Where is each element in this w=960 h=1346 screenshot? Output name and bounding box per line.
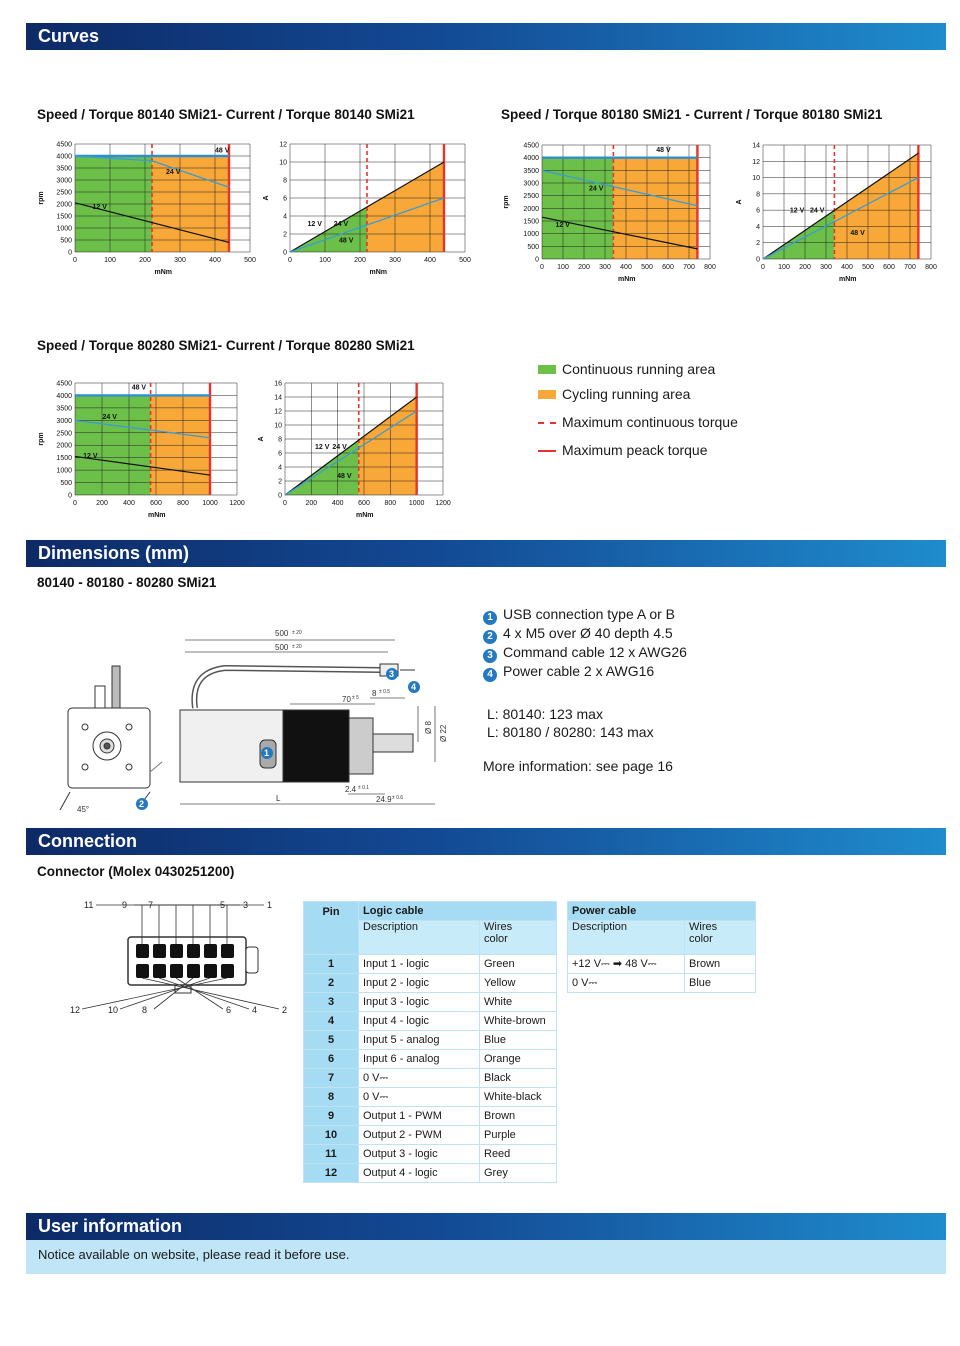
connector-pin <box>136 964 149 978</box>
y-tick-label: 4500 <box>56 380 72 388</box>
y-tick-label: 0 <box>756 256 760 264</box>
y-tick-label: 2000 <box>56 442 72 450</box>
pin-number-label: 9 <box>122 900 128 910</box>
description-cell: Output 4 - logic <box>359 1164 480 1183</box>
connector-pin <box>187 944 200 958</box>
x-tick-label: 1000 <box>202 500 218 507</box>
table-row <box>568 974 756 993</box>
voltage-label: 48 V <box>131 384 147 392</box>
section-header-dimensions <box>26 540 946 567</box>
section-header-connection <box>26 828 946 855</box>
x-axis-title: mNm <box>369 269 388 276</box>
y-tick-label: 3000 <box>523 180 539 188</box>
wire-color-cell: White-black <box>480 1088 557 1107</box>
y-tick-label: 500 <box>527 243 539 251</box>
chart-current-torque-80180 <box>730 138 942 286</box>
y-tick-label: 4000 <box>56 153 72 161</box>
x-tick-label: 300 <box>599 264 611 271</box>
chart-group-title-80180: Speed / Torque 80180 SMi21 - Current / Torque 80180 SMi21 <box>501 107 883 122</box>
x-tick-label: 500 <box>862 264 874 271</box>
callout-4: 4 <box>411 682 417 692</box>
x-axis-title: mNm <box>618 276 636 283</box>
voltage-label: 12 V <box>315 444 330 452</box>
wire-header <box>480 921 557 955</box>
legend-label: Cycling running area <box>562 386 691 402</box>
y-axis-title: A <box>263 195 270 201</box>
wire-color-cell: Grey <box>480 1164 557 1183</box>
wire-color-cell: Blue <box>480 1031 557 1050</box>
x-tick-label: 0 <box>540 264 544 271</box>
connector-pin <box>170 964 183 978</box>
x-tick-label: 200 <box>305 500 318 507</box>
y-tick-label: 4000 <box>56 392 72 400</box>
y-tick-label: 0 <box>68 492 72 500</box>
wire-header-2: color <box>484 933 508 945</box>
dimensions-subtitle: 80140 - 80180 - 80280 SMi21 <box>37 575 217 590</box>
pin-number-label: 3 <box>243 900 249 910</box>
y-tick-label: 4 <box>278 464 282 472</box>
section-title: Dimensions (mm) <box>38 543 190 563</box>
wire-color-cell: Black <box>480 1069 557 1088</box>
y-tick-label: 0 <box>68 249 72 257</box>
description-cell: Input 6 - analog <box>359 1050 480 1069</box>
chart-group-title-80280: Speed / Torque 80280 SMi21- Current / Torque 80280 SMi21 <box>37 338 415 353</box>
y-tick-label: 6 <box>278 450 282 458</box>
feature-text: Power cable 2 x AWG16 <box>503 663 655 679</box>
x-axis-title: mNm <box>839 276 857 283</box>
table-row <box>304 1012 557 1031</box>
y-axis-title: A <box>258 436 265 442</box>
x-axis-title: mNm <box>148 512 166 519</box>
table-row <box>304 1050 557 1069</box>
description-cell: Input 5 - analog <box>359 1031 480 1050</box>
table-row <box>304 1107 557 1126</box>
x-tick-label: 1200 <box>229 500 245 507</box>
callout-number: 3 <box>483 649 497 663</box>
y-tick-label: 8 <box>278 436 282 444</box>
pin-cell: 7 <box>304 1069 359 1088</box>
voltage-label: 24 V <box>332 444 347 452</box>
y-tick-label: 16 <box>274 380 282 388</box>
description-cell: 0 V⎓ <box>359 1088 480 1107</box>
description-cell: Input 1 - logic <box>359 955 480 974</box>
x-tick-label: 800 <box>384 500 397 507</box>
y-tick-label: 1500 <box>523 218 539 226</box>
table-row <box>304 974 557 993</box>
power-cable-table <box>567 901 756 993</box>
dim-tolerance: ± 20 <box>292 630 302 636</box>
x-tick-label: 800 <box>177 500 189 507</box>
pin-cell: 8 <box>304 1088 359 1107</box>
pin-number-label: 8 <box>142 1005 148 1015</box>
dimension-drawing <box>40 622 480 818</box>
pin-header: Pin <box>304 902 359 955</box>
y-tick-label: 10 <box>752 175 760 183</box>
x-tick-label: 200 <box>354 257 366 264</box>
x-axis-title: mNm <box>154 269 173 276</box>
feature-m5 <box>483 625 673 644</box>
wire-color-cell: Green <box>480 955 557 974</box>
dim-dia-8: Ø 8 <box>424 721 433 734</box>
table-row <box>304 1145 557 1164</box>
voltage-label: 48 V <box>337 473 352 481</box>
pin-number-label: 6 <box>226 1005 232 1015</box>
wire-color-cell: Reed <box>480 1145 557 1164</box>
wire-color-cell: White-brown <box>480 1012 557 1031</box>
y-tick-label: 3500 <box>56 405 72 413</box>
x-tick-label: 0 <box>761 264 765 271</box>
y-tick-label: 4 <box>756 223 760 231</box>
connector-pin <box>204 964 217 978</box>
feature-text: USB connection type A or B <box>503 606 675 622</box>
dim-45deg: 45° <box>77 805 90 814</box>
x-tick-label: 500 <box>244 257 256 264</box>
pin-cell: 5 <box>304 1031 359 1050</box>
section-title: User information <box>38 1216 183 1236</box>
y-tick-label: 10 <box>274 422 282 430</box>
callout-number: 1 <box>483 611 497 625</box>
y-tick-label: 3500 <box>56 165 72 173</box>
y-tick-label: 6 <box>756 207 760 215</box>
side-view-motor <box>283 710 349 782</box>
pin-number-label: 1 <box>267 900 273 910</box>
x-axis-title: mNm <box>356 512 374 519</box>
desc-header: Description <box>568 921 685 955</box>
callout-number: 2 <box>483 630 497 644</box>
wire-color-cell: Yellow <box>480 974 557 993</box>
length-80180-80280: L: 80180 / 80280: 143 max <box>487 724 654 740</box>
y-tick-label: 8 <box>283 177 287 185</box>
y-tick-label: 2500 <box>523 193 539 201</box>
y-tick-label: 2500 <box>56 189 72 197</box>
dim-2-4: 2.4 <box>345 785 357 794</box>
chart-speed-torque-80280 <box>35 375 250 523</box>
voltage-label: 24 V <box>810 207 825 215</box>
y-tick-label: 14 <box>274 394 282 402</box>
voltage-label: 48 V <box>215 147 230 155</box>
x-tick-label: 400 <box>424 257 436 264</box>
front-view-stem <box>95 686 105 708</box>
desc-header: Description <box>359 921 480 955</box>
legend-swatch <box>538 365 556 374</box>
voltage-label: 12 V <box>789 207 805 215</box>
x-tick-label: 500 <box>459 257 471 264</box>
wire-color-cell: Orange <box>480 1050 557 1069</box>
voltage-label: 48 V <box>339 237 354 245</box>
x-tick-label: 200 <box>96 500 108 507</box>
logic-table-title: Logic cable <box>359 902 557 921</box>
description-cell: Input 4 - logic <box>359 1012 480 1031</box>
y-tick-label: 8 <box>756 191 760 199</box>
x-tick-label: 600 <box>662 264 674 271</box>
connector-pin <box>136 944 149 958</box>
pin-number-label: 7 <box>148 900 154 910</box>
y-tick-label: 2500 <box>56 430 72 438</box>
wire-color-cell: Blue <box>685 974 756 993</box>
more-info: More information: see page 16 <box>483 758 673 774</box>
y-tick-label: 4500 <box>523 142 539 150</box>
y-axis-title: rpm <box>503 195 510 209</box>
y-tick-label: 2000 <box>523 205 539 213</box>
x-tick-label: 400 <box>620 264 632 271</box>
y-tick-label: 0 <box>535 256 539 264</box>
cable-run <box>194 668 380 708</box>
voltage-label: 12 V <box>92 203 107 211</box>
section-title: Curves <box>38 26 100 46</box>
dim-500-a: 500 <box>275 629 289 638</box>
description-cell: Input 3 - logic <box>359 993 480 1012</box>
dim-24-9: 24.9 <box>376 795 392 804</box>
pin-cell: 12 <box>304 1164 359 1183</box>
connector-pin <box>187 964 200 978</box>
wire-color-cell: White <box>480 993 557 1012</box>
connector-pin <box>153 964 166 978</box>
y-tick-label: 4500 <box>56 141 72 149</box>
connector-title: Connector (Molex 0430251200) <box>37 864 235 879</box>
pin-cell: 1 <box>304 955 359 974</box>
y-tick-label: 1000 <box>56 467 72 475</box>
x-tick-label: 400 <box>209 257 221 264</box>
y-tick-label: 12 <box>752 158 760 166</box>
y-tick-label: 1000 <box>523 231 539 239</box>
connector-pin <box>204 944 217 958</box>
wire-color-cell: Purple <box>480 1126 557 1145</box>
table-row <box>304 1164 557 1183</box>
pin-number-label: 11 <box>84 900 94 910</box>
x-tick-label: 400 <box>123 500 135 507</box>
feature-text: Command cable 12 x AWG26 <box>503 644 687 660</box>
pin-cell: 10 <box>304 1126 359 1145</box>
y-tick-label: 4000 <box>523 155 539 163</box>
x-tick-label: 400 <box>331 500 344 507</box>
y-tick-label: 2 <box>283 231 287 239</box>
y-axis-title: rpm <box>38 432 45 446</box>
dim-l: L <box>276 794 281 803</box>
feature-usb <box>483 606 675 625</box>
x-tick-label: 100 <box>557 264 569 271</box>
y-axis-title: rpm <box>38 191 45 205</box>
y-axis-title: A <box>736 199 743 205</box>
cycling-area <box>359 397 417 495</box>
y-tick-label: 1000 <box>56 225 72 233</box>
dim-70: 70 <box>342 695 351 704</box>
connector-pin <box>221 944 234 958</box>
cycling-area <box>367 162 444 252</box>
table-row <box>304 1069 557 1088</box>
x-tick-label: 0 <box>73 257 77 264</box>
feature-text: 4 x M5 over Ø 40 depth 4.5 <box>503 625 673 641</box>
dim-8: 8 <box>372 689 377 698</box>
x-tick-label: 0 <box>288 257 292 264</box>
user-info-notice: Notice available on website, please read it before use. <box>38 1247 350 1262</box>
description-cell: 0 V⎓ <box>359 1069 480 1088</box>
x-tick-label: 200 <box>139 257 151 264</box>
connector-pin <box>170 944 183 958</box>
voltage-label: 48 V <box>850 230 865 238</box>
x-tick-label: 1000 <box>408 500 425 507</box>
dim-tolerance: ± 0.6 <box>392 795 404 801</box>
x-tick-label: 400 <box>841 264 853 271</box>
chart-current-torque-80140 <box>258 138 478 283</box>
pin-number-label: 5 <box>220 900 226 910</box>
description-cell: Output 2 - PWM <box>359 1126 480 1145</box>
y-tick-label: 10 <box>279 159 287 167</box>
x-tick-label: 500 <box>641 264 653 271</box>
x-tick-label: 600 <box>883 264 895 271</box>
x-tick-label: 700 <box>904 264 916 271</box>
user-info-box <box>26 1240 946 1274</box>
table-row <box>304 955 557 974</box>
pin-cell: 4 <box>304 1012 359 1031</box>
y-tick-label: 3000 <box>56 417 72 425</box>
x-tick-label: 100 <box>778 264 790 271</box>
dim-tolerance: ± 0.5 <box>379 689 391 695</box>
table-row <box>304 1126 557 1145</box>
x-tick-label: 800 <box>925 264 937 271</box>
chart-speed-torque-80180 <box>500 138 718 286</box>
y-tick-label: 1500 <box>56 213 72 221</box>
pin-cell: 6 <box>304 1050 359 1069</box>
pin-number-label: 12 <box>70 1005 81 1015</box>
length-80140: L: 80140: 123 max <box>487 706 603 722</box>
legend-label: Maximum peack torque <box>562 442 708 458</box>
y-tick-label: 3500 <box>523 167 539 175</box>
legend-label: Continuous running area <box>562 361 716 377</box>
wire-color-cell: Brown <box>685 955 756 974</box>
y-tick-label: 12 <box>279 141 287 149</box>
x-tick-label: 200 <box>578 264 590 271</box>
y-tick-label: 0 <box>283 249 287 257</box>
voltage-label: 24 V <box>166 169 181 177</box>
callout-2: 2 <box>139 799 145 809</box>
x-tick-label: 200 <box>799 264 811 271</box>
x-tick-label: 600 <box>358 500 370 507</box>
voltage-label: 24 V <box>102 413 117 421</box>
callout-number: 4 <box>483 668 497 682</box>
dim-dia-22: Ø 22 <box>439 724 448 742</box>
voltage-label: 24 V <box>589 185 604 193</box>
y-tick-label: 2 <box>278 478 282 486</box>
section-title: Connection <box>38 831 137 851</box>
dim-tolerance: ± 20 <box>292 644 302 650</box>
description-cell: Output 3 - logic <box>359 1145 480 1164</box>
wire-header <box>685 921 756 955</box>
callout-1: 1 <box>264 748 270 758</box>
x-tick-label: 100 <box>104 257 116 264</box>
connector-diagram <box>60 895 295 1025</box>
chart-group-title-80140: Speed / Torque 80140 SMi21- Current / Torque 80140 SMi21 <box>37 107 415 122</box>
x-tick-label: 800 <box>704 264 716 271</box>
voltage-label: 12 V <box>555 222 570 230</box>
x-tick-label: 300 <box>174 257 186 264</box>
x-tick-label: 600 <box>150 500 162 507</box>
wire-header-2: color <box>689 933 713 945</box>
callout-3: 3 <box>389 669 395 679</box>
pin-cell: 3 <box>304 993 359 1012</box>
y-tick-label: 2 <box>756 240 760 248</box>
feature-power-cable <box>483 663 654 682</box>
y-tick-label: 1500 <box>56 455 72 463</box>
y-tick-label: 0 <box>278 492 282 500</box>
connector-pin <box>221 964 234 978</box>
x-tick-label: 300 <box>820 264 832 271</box>
pin-number-label: 2 <box>282 1005 288 1015</box>
description-cell: Output 1 - PWM <box>359 1107 480 1126</box>
x-tick-label: 0 <box>283 500 287 507</box>
table-row <box>568 955 756 974</box>
wire-header-1: Wires <box>689 921 718 933</box>
section-header-curves <box>26 23 946 50</box>
logic-cable-table <box>303 901 557 1183</box>
description-cell: +12 V⎓ ➡ 48 V⎓ <box>568 955 685 974</box>
voltage-label: 48 V <box>656 146 671 154</box>
power-table-title: Power cable <box>568 902 756 921</box>
voltage-label: 24 V <box>333 221 349 229</box>
dim-tolerance: ± 0.1 <box>358 785 370 791</box>
y-tick-label: 2000 <box>56 201 72 209</box>
description-cell: Input 2 - logic <box>359 974 480 993</box>
voltage-label: 12 V <box>307 221 322 229</box>
y-tick-label: 12 <box>274 408 282 416</box>
pin-cell: 2 <box>304 974 359 993</box>
pin-cell: 11 <box>304 1145 359 1164</box>
x-tick-label: 300 <box>389 257 401 264</box>
table-row <box>304 1088 557 1107</box>
y-tick-label: 500 <box>60 480 72 488</box>
x-tick-label: 0 <box>73 500 77 507</box>
table-row <box>304 993 557 1012</box>
y-tick-label: 3000 <box>56 177 72 185</box>
dim-500-b: 500 <box>275 643 289 652</box>
y-tick-label: 4 <box>283 213 287 221</box>
pin-number-label: 10 <box>108 1005 119 1015</box>
section-header-user-info <box>26 1213 946 1240</box>
dim-tolerance: ± 5 <box>352 695 359 701</box>
y-tick-label: 6 <box>283 195 287 203</box>
x-tick-label: 100 <box>319 257 331 264</box>
x-tick-label: 700 <box>683 264 695 271</box>
legend-swatch <box>538 422 556 424</box>
table-row <box>304 1031 557 1050</box>
feature-command-cable <box>483 644 687 663</box>
y-tick-label: 500 <box>60 237 72 245</box>
legend-swatch <box>538 450 556 452</box>
connector-pin <box>153 944 166 958</box>
wire-header-1: Wires <box>484 921 513 933</box>
voltage-label: 12 V <box>83 453 98 461</box>
pin-number-label: 4 <box>252 1005 258 1015</box>
description-cell: 0 V⎓ <box>568 974 685 993</box>
wire-color-cell: Brown <box>480 1107 557 1126</box>
chart-current-torque-80280 <box>250 375 460 523</box>
y-tick-label: 14 <box>752 142 760 150</box>
pin-cell: 9 <box>304 1107 359 1126</box>
legend-label: Maximum continuous torque <box>562 414 738 430</box>
chart-speed-torque-80140 <box>35 138 260 283</box>
legend-swatch <box>538 390 556 399</box>
x-tick-label: 1200 <box>435 500 451 507</box>
